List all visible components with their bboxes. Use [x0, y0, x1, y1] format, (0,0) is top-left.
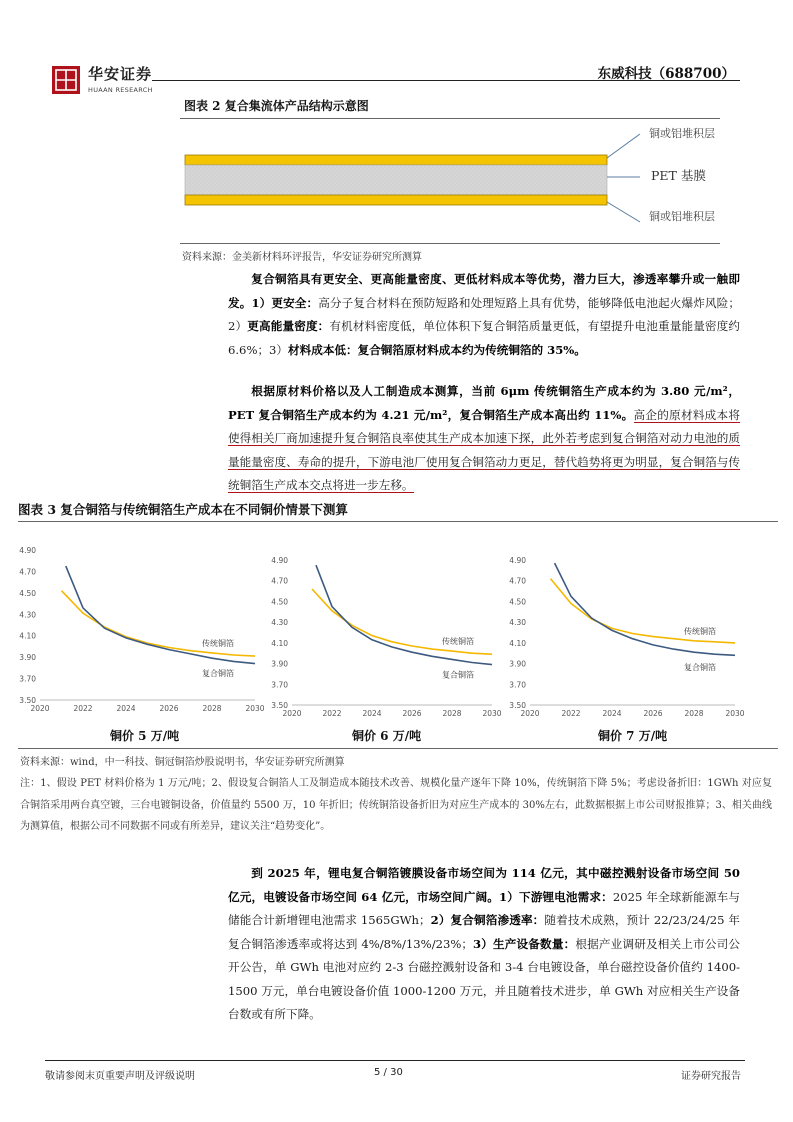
y-tick-label: 4.30: [509, 618, 526, 628]
y-tick-label: 4.50: [19, 588, 36, 598]
pet-film-layer: [185, 165, 607, 195]
y-tick-label: 3.90: [19, 653, 36, 663]
paragraph-advantages: [228, 268, 740, 362]
label-bottom-layer: 铜或铝堆积层: [649, 210, 715, 223]
figure3-source: 资料来源：wind，中一科技、铜冠铜箔炒股说明书，华安证券研究所测算: [20, 757, 345, 768]
p3-text-3: 根据产业调研及相关上市公司公开公告，单 GWh 电池对应约 2-3 台磁控溅射设备和 3-4 台电镀设备，单台磁控设备价值约 1400-1500 万元，单台电镀设备价值 1000-1200 万元，并且随着技术进步，单 GWh 对应相关生产设备台数或有所下降。: [228, 936, 740, 1021]
x-tick-label: 2022: [73, 704, 93, 713]
figure2-source: 资料来源：金美新材料环评报告，华安证券研究所测算: [182, 252, 422, 263]
y-tick-label: 4.90: [509, 556, 526, 565]
label-pet-film: PET 基膜: [651, 168, 706, 183]
x-tick-label: 2030: [245, 704, 265, 713]
series-label: 复合铜箔: [684, 663, 716, 673]
footer-report-type: 证券研究报告: [681, 1071, 741, 1082]
chart-copper-5: [10, 540, 265, 715]
p1-bold-1: 复合铜箔具有更安全、更高能量密度、更低材料成本等优势，潜力巨大，渗透率攀升或一触即发。1）更安全：: [228, 272, 740, 310]
series-label: 传统铜箔: [442, 637, 474, 647]
y-tick-label: 4.10: [19, 631, 36, 641]
figure2-top-rule: [180, 118, 720, 119]
x-tick-label: 2028: [684, 709, 704, 718]
label-top-layer: 铜或铝堆积层: [649, 127, 715, 140]
paragraph-cost: [228, 380, 740, 498]
logo-mark: [52, 66, 80, 94]
p3-bold-2: 2）复合铜箔渗透率：: [430, 913, 545, 927]
figure2-title: 图表 2 复合集流体产品结构示意图: [184, 99, 369, 113]
footer-disclaimer: 敬请参阅末页重要声明及评级说明: [45, 1071, 195, 1082]
p3-bold-1: 到 2025 年，锂电复合铜箔镀膜设备市场空间为 114 亿元，其中磁控溅射设备市场空间 50 亿元，电镀设备市场空间 64 亿元，市场空间广阔。1）下游锂电池需求：: [228, 866, 740, 904]
x-tick-label: 2020: [282, 709, 302, 718]
figure3-note: 注：1、假设 PET 材料价格为 1 万元/吨；2、假设复合铜箔人工及制造成本随技术改善、规模化量产逐年下降 10%，传统铜箔下降 5%；考虑设备折旧：1GWh 对应复合铜箔采用两台真空镀，三台电镀铜设备，价值量约 5500 万，10 年折旧；传统铜箔设备折旧为对应生产成本的 30%左右，此数据根据上市公司财报推算；3、相关曲线为测算值，根据公司不同数据不同或有所差异，建议关注“趋势变化”。: [20, 778, 772, 832]
footer-rule: [45, 1060, 745, 1061]
x-tick-label: 2026: [402, 709, 422, 718]
x-tick-label: 2022: [561, 709, 581, 718]
chart-caption-7: 铜价 7 万/吨: [598, 729, 668, 743]
logo-subtitle: HUAAN RESEARCH: [88, 86, 153, 94]
y-tick-label: 3.50: [509, 701, 526, 710]
series-line-composite: [316, 565, 492, 664]
bottom-metal-layer: [185, 195, 607, 205]
x-tick-label: 2022: [322, 709, 342, 718]
company-title: 东威科技（688700）: [597, 66, 735, 82]
x-tick-label: 2024: [602, 709, 622, 718]
pointer-top: [607, 134, 640, 158]
y-tick-label: 4.50: [509, 597, 526, 607]
p3-bold-3: 3）生产设备数量：: [472, 936, 576, 951]
p1-bold-2: 更高能量密度：: [247, 319, 330, 333]
p1-bold-3: 材料成本低：复合铜箔原材料成本约为传统铜箔的 35%。: [288, 342, 586, 357]
y-tick-label: 4.30: [19, 610, 36, 620]
y-tick-label: 4.70: [271, 576, 288, 586]
y-tick-label: 4.90: [271, 556, 288, 565]
chart-copper-6: [262, 550, 502, 720]
y-tick-label: 4.10: [271, 638, 288, 648]
figure2-bottom-rule: [180, 243, 720, 244]
p3-text-1: 2025 年全球新能源车与储能合计新增锂电池需求 1565GWh；: [228, 889, 740, 927]
y-tick-label: 4.90: [19, 546, 36, 555]
page-number: 5 / 30: [374, 1067, 403, 1078]
y-tick-label: 3.70: [19, 674, 36, 684]
chart-caption-6: 铜价 6 万/吨: [352, 729, 422, 743]
chart-caption-5: 铜价 5 万/吨: [110, 729, 180, 743]
x-tick-label: 2028: [202, 704, 222, 713]
x-tick-label: 2024: [116, 704, 136, 713]
x-tick-label: 2030: [482, 709, 502, 718]
y-tick-label: 3.70: [271, 680, 288, 690]
y-tick-label: 4.70: [509, 576, 526, 586]
seal-icon: [52, 66, 80, 94]
logo-text: 华安证券: [88, 65, 153, 83]
y-tick-label: 4.50: [271, 597, 288, 607]
y-tick-label: 3.50: [19, 696, 36, 705]
series-label: 复合铜箔: [202, 669, 234, 679]
x-tick-label: 2020: [520, 709, 540, 718]
y-tick-label: 4.10: [509, 638, 526, 648]
top-metal-layer: [185, 155, 607, 165]
p1-text-2: 有机材料密度低，单位体积下复合铜箔质量更低，有望提升电池重量能量密度约 6.6%；3）: [228, 319, 740, 357]
series-line-composite: [66, 566, 255, 664]
x-tick-label: 2024: [362, 709, 382, 718]
p1-text-1: 高分子复合材料在预防短路和处理短路上具有优势，能够降低电池起火爆炸风险；2）: [228, 295, 740, 333]
figure3-top-rule: [18, 521, 778, 522]
y-tick-label: 4.30: [271, 618, 288, 628]
p2-bold-1: 根据原材料价格以及人工制造成本测算，当前 6μm 传统铜箔生产成本约为 3.80 元/m²，PET 复合铜箔生产成本约为 4.21 元/m²，复合铜箔生产成本高出约 11%。: [228, 384, 740, 422]
y-tick-label: 3.90: [509, 659, 526, 669]
chart-copper-7: [500, 550, 745, 720]
y-tick-label: 3.50: [271, 701, 288, 710]
figure3-bottom-rule: [18, 748, 778, 749]
y-tick-label: 3.90: [271, 659, 288, 669]
series-label: 复合铜箔: [442, 670, 474, 680]
series-label: 传统铜箔: [684, 626, 716, 636]
figure3-title: 图表 3 复合铜箔与传统铜箔生产成本在不同铜价情景下测算: [18, 502, 348, 517]
y-tick-label: 3.70: [509, 680, 526, 690]
series-label: 传统铜箔: [202, 638, 234, 648]
x-tick-label: 2026: [159, 704, 179, 713]
pointer-bottom: [607, 202, 640, 222]
x-tick-label: 2028: [442, 709, 462, 718]
p2-underlined: 高企的原材料成本将使得相关厂商加速提升复合铜箔良率使其生产成本加速下探，此外若考虑到复合铜箔对动力电池的质量能量密度、寿命的提升，下游电池厂使用复合铜箔动力更足，替代趋势将更为明显，复合铜箔与传统铜箔生产成本交点将进一步左移。: [228, 407, 740, 492]
x-tick-label: 2026: [643, 709, 663, 718]
y-tick-label: 4.70: [19, 567, 36, 577]
paragraph-market: [228, 862, 740, 1027]
p3-text-2: 随着技术成熟，预计 22/23/24/25 年复合铜箔渗透率或将达到 4%/8%/13%/23%；: [228, 913, 740, 951]
x-tick-label: 2030: [725, 709, 745, 718]
x-tick-label: 2020: [30, 704, 50, 713]
